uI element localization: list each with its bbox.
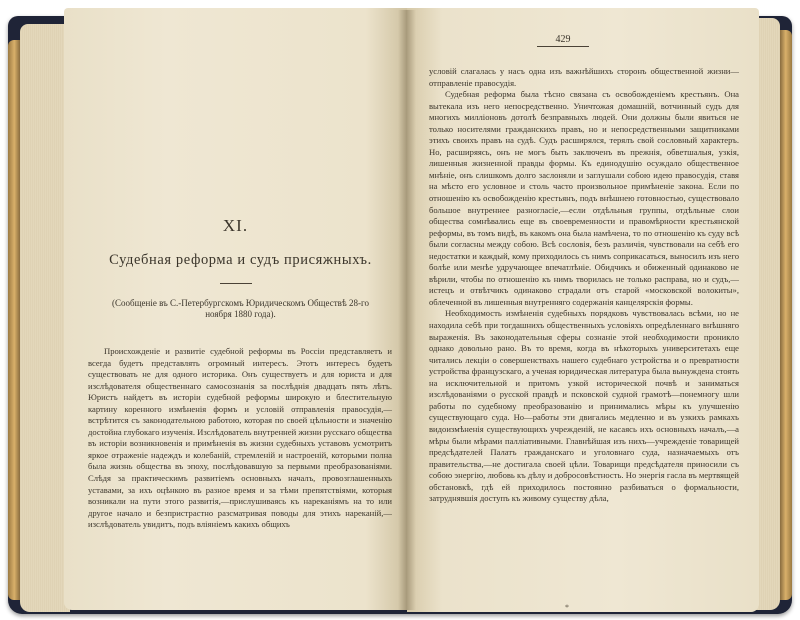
chapter-title: Судебная реформа и судъ присяжныхъ. bbox=[109, 252, 372, 268]
right-page-body bbox=[429, 66, 739, 534]
left-page bbox=[64, 8, 407, 610]
right-page bbox=[407, 8, 759, 612]
paragraph: Происхожденіе и развитіе судебной реформы въ Россіи представляетъ и всегда будетъ представлять огромный интересъ. Этотъ интересъ будетъ существовать не для одного историка. Онъ существуетъ и для юриста и для изслѣдователя общественнаго самосознанія за послѣднія двадцать пять лѣтъ. Юристъ найдетъ въ исторіи судебной реформы широкую и блестительную картину коренного измѣненія формъ и условій отправленія правосудія,—встрѣтится съ законодательною работою, которая по своей цѣльности и значенію достойна глубокаго изученія. Изслѣдователь внутренней жизни русскаго общества въ исторіи возникновенія и примѣненія въ жизни судебныхъ уставовъ усмотритъ яркое отраженіе надеждъ и колебаній, стремленій и настроеній, которыми полна была жизнь общества въ эпоху, послѣдовавшую за первыми преобразованіями. Слѣдя за практическимъ развитіемъ основныхъ началъ, провозглашенныхъ уставами, за ихъ оцѣнкою въ разное время и за тѣми препятствіями, которыя возникали на пути этого развитія,—прислушиваясь къ нареканіямъ на то или другое начало и безпристрастно разсматривая поводы для этихъ нареканій,—изслѣдователь увидитъ, подъ вліяніемъ какихъ общихъ bbox=[88, 346, 392, 530]
signature-mark: * bbox=[565, 603, 569, 612]
paragraph: условій слагалась у насъ одна изъ важнѣйшихъ сторонъ общественной жизни—отправленіе правосудія. bbox=[429, 66, 739, 88]
paragraph: Судебная реформа была тѣсно связана съ освобожденіемъ крестьянъ. Она вытекала изъ него непосредственно. Уничтожая домашній, вотчинный судъ для многихъ милліоновъ дотолѣ безправныхъ людей. Они должны были явиться не только носителями гражданскихъ правъ, но и непосредственными защитниками этихъ своихъ правъ на судѣ. Судъ расширялся, терялъ свой сословный характеръ. Но, расширяясь, онъ не могъ быть заключенъ въ прежнія, обветшалыя, узкія, лишенныя жизненной правды формы. Къ единодушію осуждало общественное мнѣніе, онъ слишкомъ долго заслоняли и заглушали собою идею правосудія, ставя на мѣсто его условное и столь часто произвольное примѣненіе закона. Если по отношенію къ освобожденію крестьянъ, подъ внѣшнею готовностью, существовало большое внутреннее разногласіе,—если отдѣльныя группы, отдѣльные слои общества сомнѣвались еще въ своевременности и правомѣрности крестьянской реформы, въ томъ видѣ, въ какомъ она была намѣчена, то по отношенію къ суду всѣ были согласны между собою. Всѣ сословія, безъ различія, чувствовали на себѣ его недостатки и каждый, кому приходилось съ нимъ соприкасаться, выносилъ изъ него болѣе или менѣе удручающее впечатлѣніе. Обидчикъ и обиженный одинаково не вѣрили, чтобы по отношенію къ нимъ творилась не только расправа, но и судъ,—истецъ и отвѣтчикъ одинаково страдали отъ старой «московской волокиты», облеченной въ лишенныя внутренняго содержанія канцелярскія формы. bbox=[429, 89, 739, 307]
paragraph: Необходимость измѣненія судебныхъ порядковъ чувствовалась всѣми, но не находила себѣ при тогдашнихъ общественныхъ условіяхъ опредѣленнаго внѣшняго выраженія. Въ законодательныя сферы сознаніе этой необходимости проникло однако довольно рано. Въ то время, когда въ нѣкоторыхъ университетахъ еще читались лекціи о совершенствахъ нашего судебнаго устройства и о превратности устройства французскаго, а ученая юридическая литература была вынуждена стоять на исключительной и притомъ узкой исторической почвѣ и заниматься изслѣдованіями о русской правдѣ и псковской судной грамотѣ—понемногу шли работы по судебному преобразованію и принимались мѣры къ улучшенію существующаго суда. Но—работы эти двигались медленно и въ узкихъ рамкахъ видоизмѣненія существующихъ учрежденій, не касаясь ихъ основныхъ началъ,—а мѣры были мѣрами паллiативными. Главнѣйшая изъ нихъ—учрежденіе товарищей предсѣдателей Палатъ гражданскаго и уголовнаго суда, назначаемыхъ отъ правительства,—не достигала своей цѣли. Товарищи предсѣдателя приносили съ собою энергію, любовь къ дѣлу и добросовѣстность. Но энергія гасла въ мертвящей обстановкѣ, гдѣ ей приходилось постоянно разбиваться о формальности, затруднявшія доступъ къ живому существу дѣла, bbox=[429, 308, 739, 504]
page-stack-left bbox=[20, 24, 70, 612]
book-gutter bbox=[398, 10, 416, 610]
chapter-subtitle: (Сообщеніе въ С.-Петербургскомъ Юридическомъ Обществѣ 28-го ноября 1880 года). bbox=[112, 298, 369, 319]
chapter-number: XI. bbox=[222, 216, 249, 235]
page-number: 429 bbox=[537, 34, 589, 47]
left-page-body bbox=[88, 346, 392, 592]
title-rule bbox=[220, 283, 252, 284]
cover-edge-right bbox=[778, 30, 792, 600]
